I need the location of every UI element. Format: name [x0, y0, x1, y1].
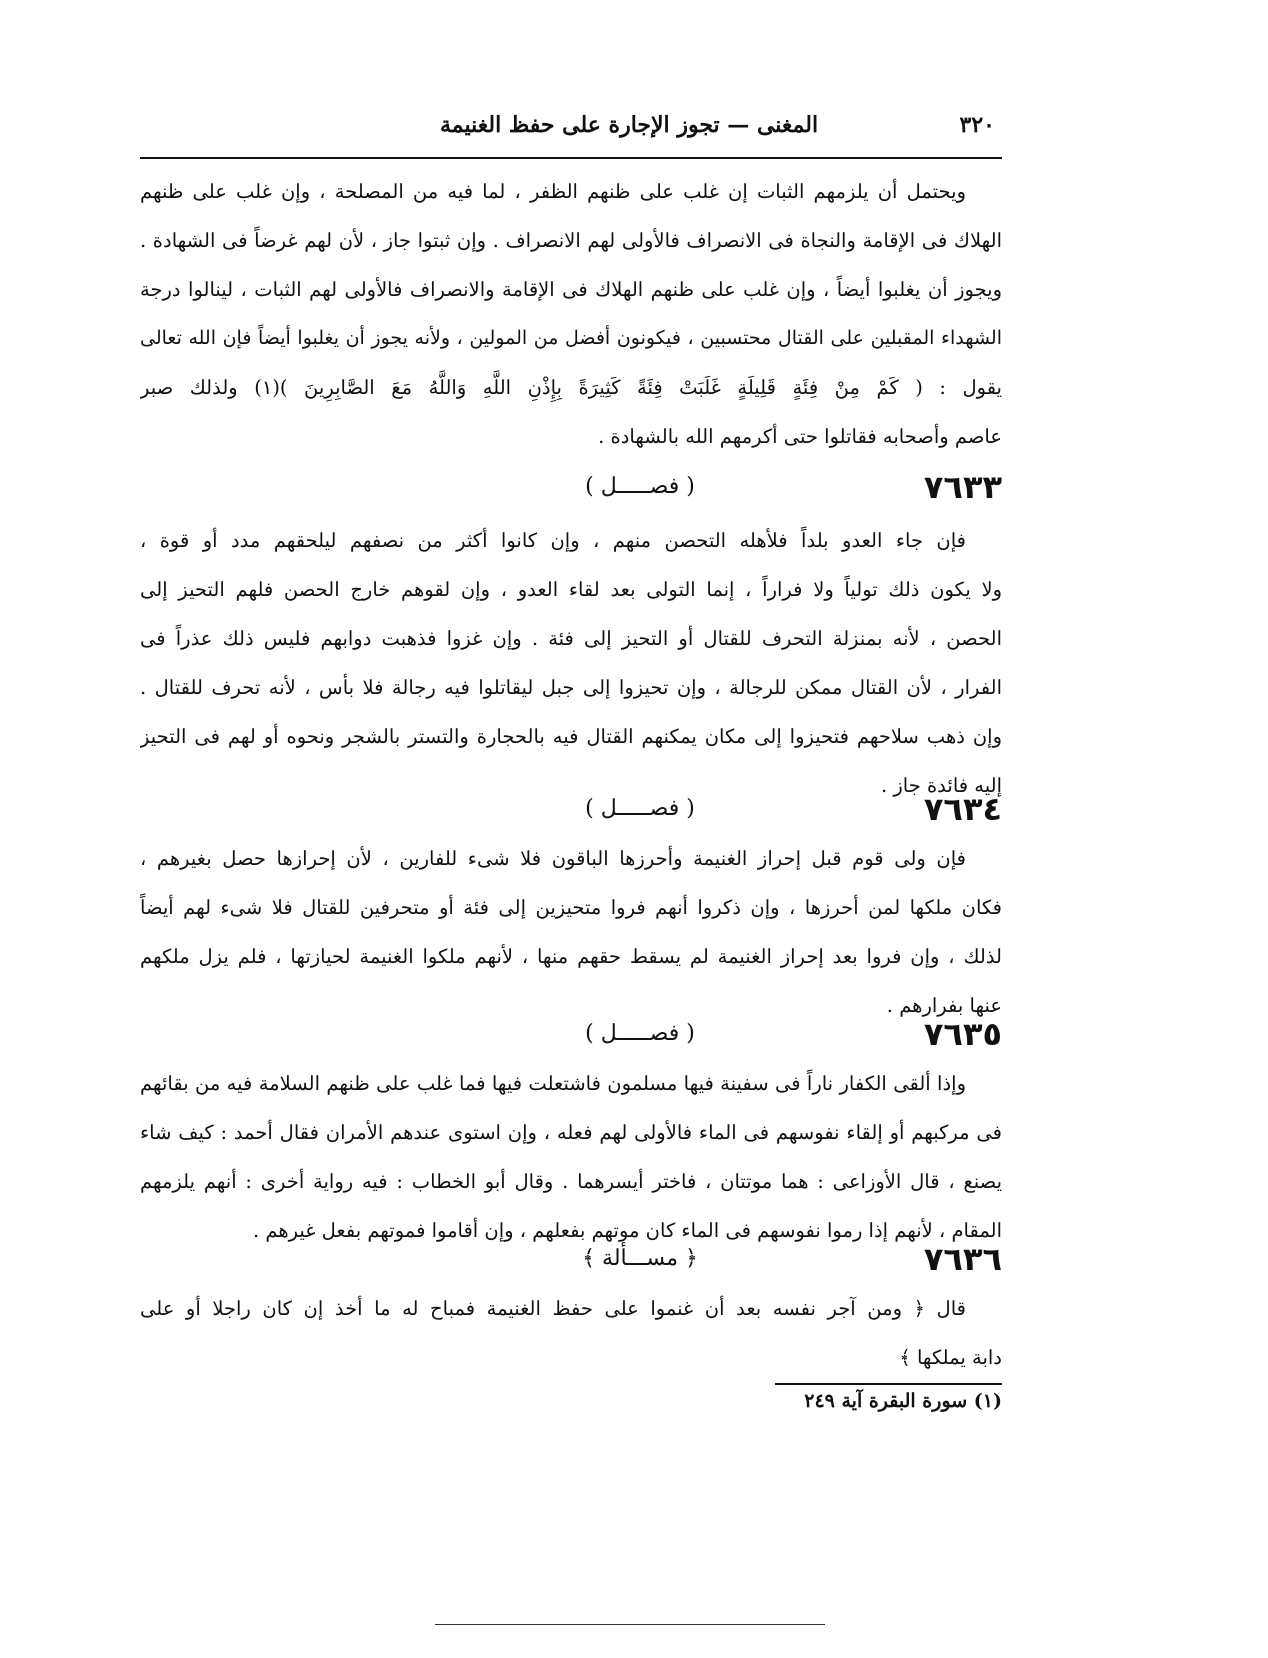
text-line: عنها بفرارهم . — [886, 994, 1002, 1017]
text-line: ويجوز أن يغلبوا أيضاً ، وإن غلب على ظنهم الهلاك فى الإقامة والانصراف فالأولى لهم الثبات ، لينالوا درجة — [140, 278, 1002, 301]
section-label: ﴿ مســـألة ﴾ — [582, 1246, 698, 1271]
section-heading — [140, 1013, 1002, 1061]
paragraph-7635 — [140, 1059, 1002, 1255]
text-line: لذلك ، وإن فروا بعد إحراز الغنيمة لم يسقط حقهم منها ، لأنهم ملكوا الغنيمة لحيازتها ، فلم يزل ملكهم — [140, 945, 1002, 968]
section-heading — [140, 466, 1002, 514]
text-line: الفرار ، لأن القتال ممكن للرجالة ، وإن تحيزوا إلى جبل ليقاتلوا فيه رجالة فلا بأس ، لأنه تحرف للقتال . — [140, 676, 1002, 699]
text-line: فإن جاء العدو بلداً فلأهله التحصن منهم ، وإن كانوا أكثر من نصفهم ليلحقهم مدد أو قوة ، — [140, 529, 966, 552]
section-heading — [140, 788, 1002, 836]
text-line: فكان ملكها لمن أحرزها ، وإن ذكروا أنهم فروا متحيزين إلى فئة أو متحرفين للقتال فلا شىء لهم أيضاً — [140, 896, 1002, 919]
section-label: ( فصـــــل ) — [585, 474, 695, 499]
section-number: ٧٦٣٦ — [923, 1240, 1002, 1278]
text-line: قال ﴿ ومن آجر نفسه بعد أن غنموا على حفظ الغنيمة فمباح له ما أخذ إن كان راجلا أو على — [140, 1297, 966, 1320]
page-number: ٣٢٠ — [959, 112, 995, 138]
text-line: إليه فائدة جاز . — [880, 774, 1002, 797]
paragraph-7634 — [140, 834, 1002, 1030]
text-line: يصنع ، قال الأوزاعى : هما موتتان ، فاختر أيسرهما . وقال أبو الخطاب : فيه رواية أخرى : أنهم يلزمهم — [140, 1170, 1002, 1193]
text-line: وإذا ألقى الكفار ناراً فى سفينة فيها مسلمون فاشتعلت فيها فما غلب على ظنهم السلامة فيه من بقائهم — [140, 1072, 966, 1095]
paragraph-7633 — [140, 516, 1002, 810]
text-line: الشهداء المقبلين على القتال محتسبين ، فيكونون أفضل من المولين ، ولأنه يجوز أن يغلبوا أيضاً فإن الله تعالى — [140, 327, 1002, 349]
footnote: (١) سورة البقرة آية ٢٤٩ — [804, 1390, 1002, 1412]
text-line: ويحتمل أن يلزمهم الثبات إن غلب على ظنهم الظفر ، لما فيه من المصلحة ، وإن غلب على ظنهم — [140, 180, 966, 203]
text-line: وإن ذهب سلاحهم فتحيزوا إلى مكان يمكنهم القتال فيه بالحجارة والتستر بالشجر ونحوه أو لهم فى التحيز — [140, 725, 1002, 748]
text-line: عاصم وأصحابه فقاتلوا حتى أكرمهم الله بالشهادة . — [598, 425, 1002, 448]
footnote-rule — [775, 1383, 1002, 1385]
section-number: ٧٦٣٤ — [923, 790, 1002, 828]
section-heading — [140, 1238, 1002, 1286]
text-line: فإن ولى قوم قبل إحراز الغنيمة وأحرزها الباقون فلا شىء للفارين ، لأن إحرازها حصل بغيرهم ، — [140, 847, 966, 870]
text-line: الحصن ، لأنه بمنزلة التحرف للقتال أو التحيز إلى فئة . وإن غزوا فذهبت دوابهم فليس ذلك عذراً فى — [140, 627, 1002, 650]
text-line: ولا يكون ذلك تولياً ولا فراراً ، إنما التولى بعد لقاء العدو ، وإن لقوهم خارج الحصن فلهم التحيز إلى — [140, 578, 1002, 601]
section-label: ( فصـــــل ) — [585, 1021, 695, 1046]
text-line: المقام ، لأنهم إذا رموا نفوسهم فى الماء كان موتهم بفعلهم ، وإن أقاموا فموتهم بفعل غيرهم . — [252, 1219, 1002, 1242]
section-number: ٧٦٣٣ — [923, 468, 1002, 506]
text-line: الهلاك فى الإقامة والنجاة فى الانصراف فالأولى لهم الانصراف . وإن ثبتوا جاز ، لأن لهم غرضاً فى الشهادة . — [140, 229, 1002, 252]
running-title: المغنى — تجوز الإجارة على حفظ الغنيمة — [440, 112, 819, 138]
paragraph-intro — [140, 167, 1002, 461]
section-label: ( فصـــــل ) — [585, 796, 695, 821]
paragraph-7636 — [140, 1284, 1002, 1382]
text-line: يقول : ( كَمْ مِنْ فِئَةٍ قَلِيلَةٍ غَلَبَتْ فِئَةً كَثِيرَةً بِإِذْنِ اللَّهِ وَاللَّهُ مَعَ الصَّابِرِينَ )(١) ولذلك صبر — [140, 376, 1002, 399]
header-rule — [140, 157, 1002, 159]
text-line: فى مركبهم أو إلقاء نفوسهم فى الماء فالأولى لهم فعله ، وإن استوى عندهم الأمران فقال أحمد : كيف شاء — [140, 1121, 1002, 1144]
bottom-rule — [435, 1624, 825, 1625]
text-line: دابة يملكها ﴾ — [899, 1346, 1002, 1369]
page-header — [140, 108, 995, 148]
section-number: ٧٦٣٥ — [923, 1015, 1002, 1053]
